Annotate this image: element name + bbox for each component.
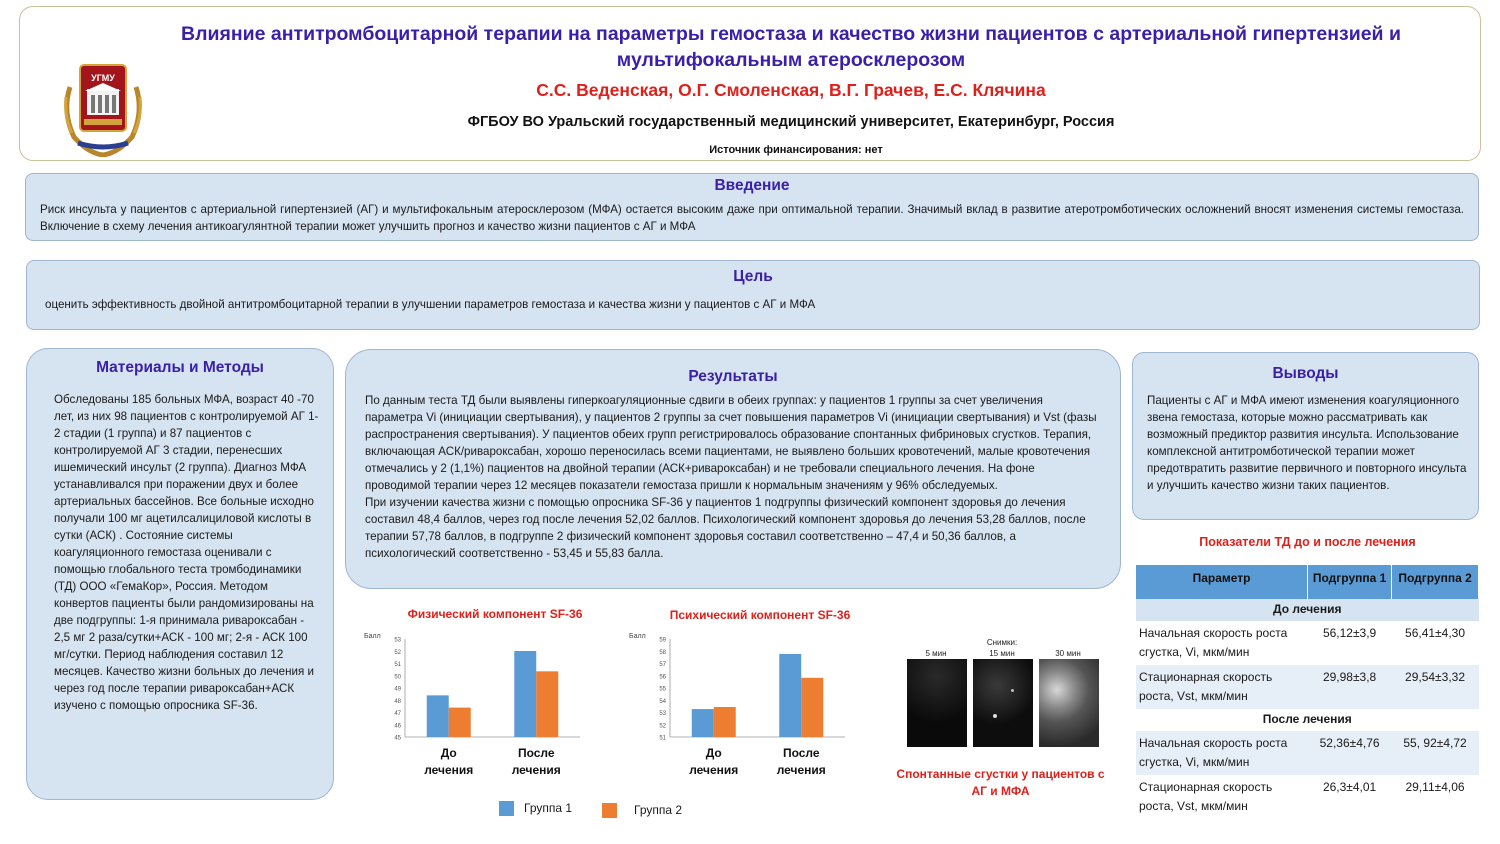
bar-2-2 (536, 671, 558, 737)
bar-2-2 (801, 678, 823, 737)
goal-text: оценить эффективность двойной антитромбоцитарной терапии в улучшении параметров гемостаза и качества жизни у пациентов с АГ и МФА (45, 298, 816, 311)
y-tick-label: 58 (659, 649, 666, 656)
conclusions-section (1132, 352, 1479, 520)
header-group-2: Подгруппа 2 (1392, 565, 1479, 599)
y-tick-label: 51 (659, 735, 666, 742)
y-axis-label: Балл (629, 633, 646, 640)
chart-psychic-title: Психический компонент SF-36 (669, 608, 851, 622)
funding-note: Источник финансирования: нет (709, 144, 883, 156)
param-cell: Стационарная скорость роста, Vst, мкм/мин (1136, 775, 1308, 819)
td-table (1136, 565, 1479, 819)
y-tick-label: 46 (394, 723, 401, 730)
bar-2-1 (449, 708, 471, 737)
bar-1-2 (514, 651, 536, 737)
x-category-label: лечения (776, 763, 826, 777)
results-paragraph-1: По данным теста ТД были выявлены гиперкоагуляционные сдвиги в обеих группах: у пациентов 1 группы за счет увеличения параметра Vi (инициации свертывания), у пациентов 2 группы за счет повышения параметров Vi (инициации свертывания) и Vst (фазы распространения свертывания). У пациентов обеих групп регистрировалось образование спонтанных фибриновых сгустков. Терапия, включающая АСК/ривароксабан, хорошо переносилась всеми пациентами, не выявлено больших кровотечений, малые кровотечения отмечались у 2 (1,1%) пациентов на двойной терапии (АСК+ривароксабан) и не требовали специального лечения. На фоне проводимой терапии через 12 месяцев показатели гемостаза пришли к нормальным значениям у 96% обследуемых. (365, 394, 1097, 492)
table-row (1136, 621, 1479, 665)
conclusions-text: Пациенты с АГ и МФА имеют изменения коагуляционного звена гемостаза, которые можно рассматривать как возможный предиктор развития инсульта. Использование комплексной антитромботической терапии может предотвратить развитие первичного и повторного инсульта и улучшить качество жизни таких пациентов. (1147, 394, 1467, 492)
micro-caption: Спонтанные сгустки у пациентов с АГ и МФА (896, 767, 1105, 798)
bar-1-1 (692, 709, 714, 737)
x-category-label: До (440, 746, 457, 760)
legend-label-group-1: Группа 1 (524, 801, 573, 815)
y-tick-label: 48 (394, 698, 401, 705)
g1-cell: 26,3±4,01 (1308, 775, 1392, 819)
y-tick-label: 55 (659, 686, 666, 693)
clot-image-15min (973, 659, 1033, 747)
x-category-label: лечения (511, 763, 561, 777)
section-row-after (1136, 709, 1479, 731)
param-cell: Начальная скорость роста сгустка, Vi, мкм/мин (1136, 621, 1308, 665)
micro-header: Снимки: (986, 638, 1018, 647)
intro-text: Риск инсульта у пациентов с артериальной гипертензией (АГ) и мультифокальным атеросклерозом (МФА) остается высоким даже при оптимальной терапии. Значимый вклад в развитие атеротромботических осложнений вносят изменения системы гемостаза. Включение в схему лечения антикоагулянтной терапии может улучшить прогноз и качество жизни пациентов с АГ и МФА (40, 203, 1464, 233)
x-category-label: После (782, 746, 820, 760)
y-tick-label: 49 (394, 686, 401, 693)
g2-cell: 29,54±3,32 (1392, 665, 1479, 709)
table-row (1136, 775, 1479, 819)
conclusions-title: Выводы (1272, 365, 1339, 382)
table-row (1136, 731, 1479, 775)
logo-text: УГМУ (91, 73, 115, 83)
g1-cell: 56,12±3,9 (1308, 621, 1392, 665)
poster-header (19, 6, 1481, 161)
micro-label-5: 5 мин (925, 649, 947, 658)
section-after: После лечения (1136, 709, 1479, 731)
g1-cell: 29,98±3,8 (1308, 665, 1392, 709)
bar-1-2 (779, 654, 801, 737)
legend-label-group-2: Группа 2 (634, 803, 683, 817)
param-cell: Стационарная скорость роста, Vst, мкм/мин (1136, 665, 1308, 709)
clot-image-30min (1039, 659, 1099, 747)
y-tick-label: 54 (659, 698, 666, 705)
y-tick-label: 51 (394, 662, 401, 668)
goal-title: Цель (733, 268, 773, 285)
table-row (1136, 665, 1479, 709)
methods-title: Материалы и Методы (96, 359, 264, 376)
bar-1-1 (427, 695, 449, 737)
title-line-1: Влияние антитромбоцитарной терапии на параметры гемостаза и качество жизни пациентов с артериальной гипертензией и (181, 23, 1401, 45)
legend-swatch-group-2 (602, 803, 617, 818)
chart-psychic (625, 625, 865, 790)
authors: С.С. Веденская, О.Г. Смоленская, В.Г. Грачев, Е.С. Клячина (536, 80, 1046, 100)
university: ФГБОУ ВО Уральский государственный медицинский университет, Екатеринбург, Россия (467, 114, 1115, 130)
methods-text: Обследованы 185 больных МФА, возраст 40 -70 лет, из них 98 пациентов с контролируемой АГ 1-2 стадии (1 группа) и 87 пациентов с контролируемой АГ 3 стадии, перенесших ишемический инсульт (2 группа). Диагноз МФА устанавливался при поражении двух и более артериальных бассейнов. Все больные исходно получали 100 мг ацетилсалициловой кислоты в сутки (АСК) . Состояние системы коагуляционного гемостаза оценивали с помощью глобального теста тромбодинамики (ТД) ООО «ГемаКор», Россия. Методом конвертов пациенты были рандомизированы на две подгруппы: 1-я принимала ривароксабан - 2,5 мг 2 раза/сутки+АСК - 100 мг; 2-я - АСК 100 мг/сутки. Период наблюдения составил 12 месяцев. Качество жизни больных до лечения и через год после терапии ривароксабан+АСК изучено с помощью опросника SF-36. (54, 393, 319, 712)
g2-cell: 56,41±4,30 (1392, 621, 1479, 665)
x-category-label: лечения (689, 763, 739, 777)
y-tick-label: 50 (394, 674, 401, 681)
y-tick-label: 56 (659, 674, 666, 681)
g2-cell: 55, 92±4,72 (1392, 731, 1479, 775)
y-tick-label: 53 (394, 637, 401, 644)
g1-cell: 52,36±4,76 (1308, 731, 1392, 775)
y-tick-label: 45 (394, 735, 401, 742)
chart-physical (360, 625, 590, 785)
header-group-1: Подгруппа 1 (1308, 565, 1392, 599)
x-category-label: До (705, 746, 722, 760)
results-section (345, 349, 1121, 589)
table-title: Показатели ТД до и после лечения (1199, 535, 1416, 549)
results-title: Результаты (688, 368, 778, 385)
chart-physical-title: Физический компонент SF-36 (407, 607, 583, 621)
y-tick-label: 47 (394, 711, 401, 717)
x-category-label: После (517, 746, 555, 760)
g2-cell: 29,11±4,06 (1392, 775, 1479, 819)
bar-2-1 (714, 707, 736, 737)
intro-title: Введение (714, 177, 790, 194)
poster-title (150, 21, 1432, 73)
y-tick-label: 52 (394, 649, 401, 656)
section-before: До лечения (1136, 599, 1479, 621)
y-tick-label: 59 (659, 637, 666, 644)
results-text (365, 392, 1100, 562)
y-tick-label: 57 (659, 662, 666, 668)
title-line-2: мультифокальным атеросклерозом (616, 49, 966, 71)
section-row-before (1136, 599, 1479, 621)
y-tick-label: 53 (659, 711, 666, 717)
results-paragraph-2: При изучении качества жизни с помощью опросника SF-36 у пациентов 1 подгруппы физический компонент здоровья до лечения составил 48,4 баллов, через год после лечения 52,02 баллов. Психологический компонент здоровья до лечения 53,28 баллов, после терапии 57,78 баллов, в подгруппе 2 физический компонент здоровья составил соответственно – 47,4 и 50,36 баллов, а психологический соответственно - 53,45 и 55,83 балла. (365, 496, 1086, 560)
table-header-row (1136, 565, 1479, 599)
legend-swatch-group-1 (499, 801, 514, 816)
y-tick-label: 52 (659, 723, 666, 730)
micro-label-15: 15 мин (989, 649, 1015, 658)
y-axis-label: Балл (364, 633, 381, 640)
university-logo (60, 57, 146, 157)
intro-section (25, 173, 1479, 241)
goal-section (26, 260, 1480, 330)
micro-label-30: 30 мин (1055, 649, 1081, 658)
param-cell: Начальная скорость роста сгустка, Vi, мкм/мин (1136, 731, 1308, 775)
x-category-label: лечения (424, 763, 474, 777)
clot-image-5min (907, 659, 967, 747)
header-param: Параметр (1136, 565, 1308, 599)
methods-section (26, 348, 334, 800)
